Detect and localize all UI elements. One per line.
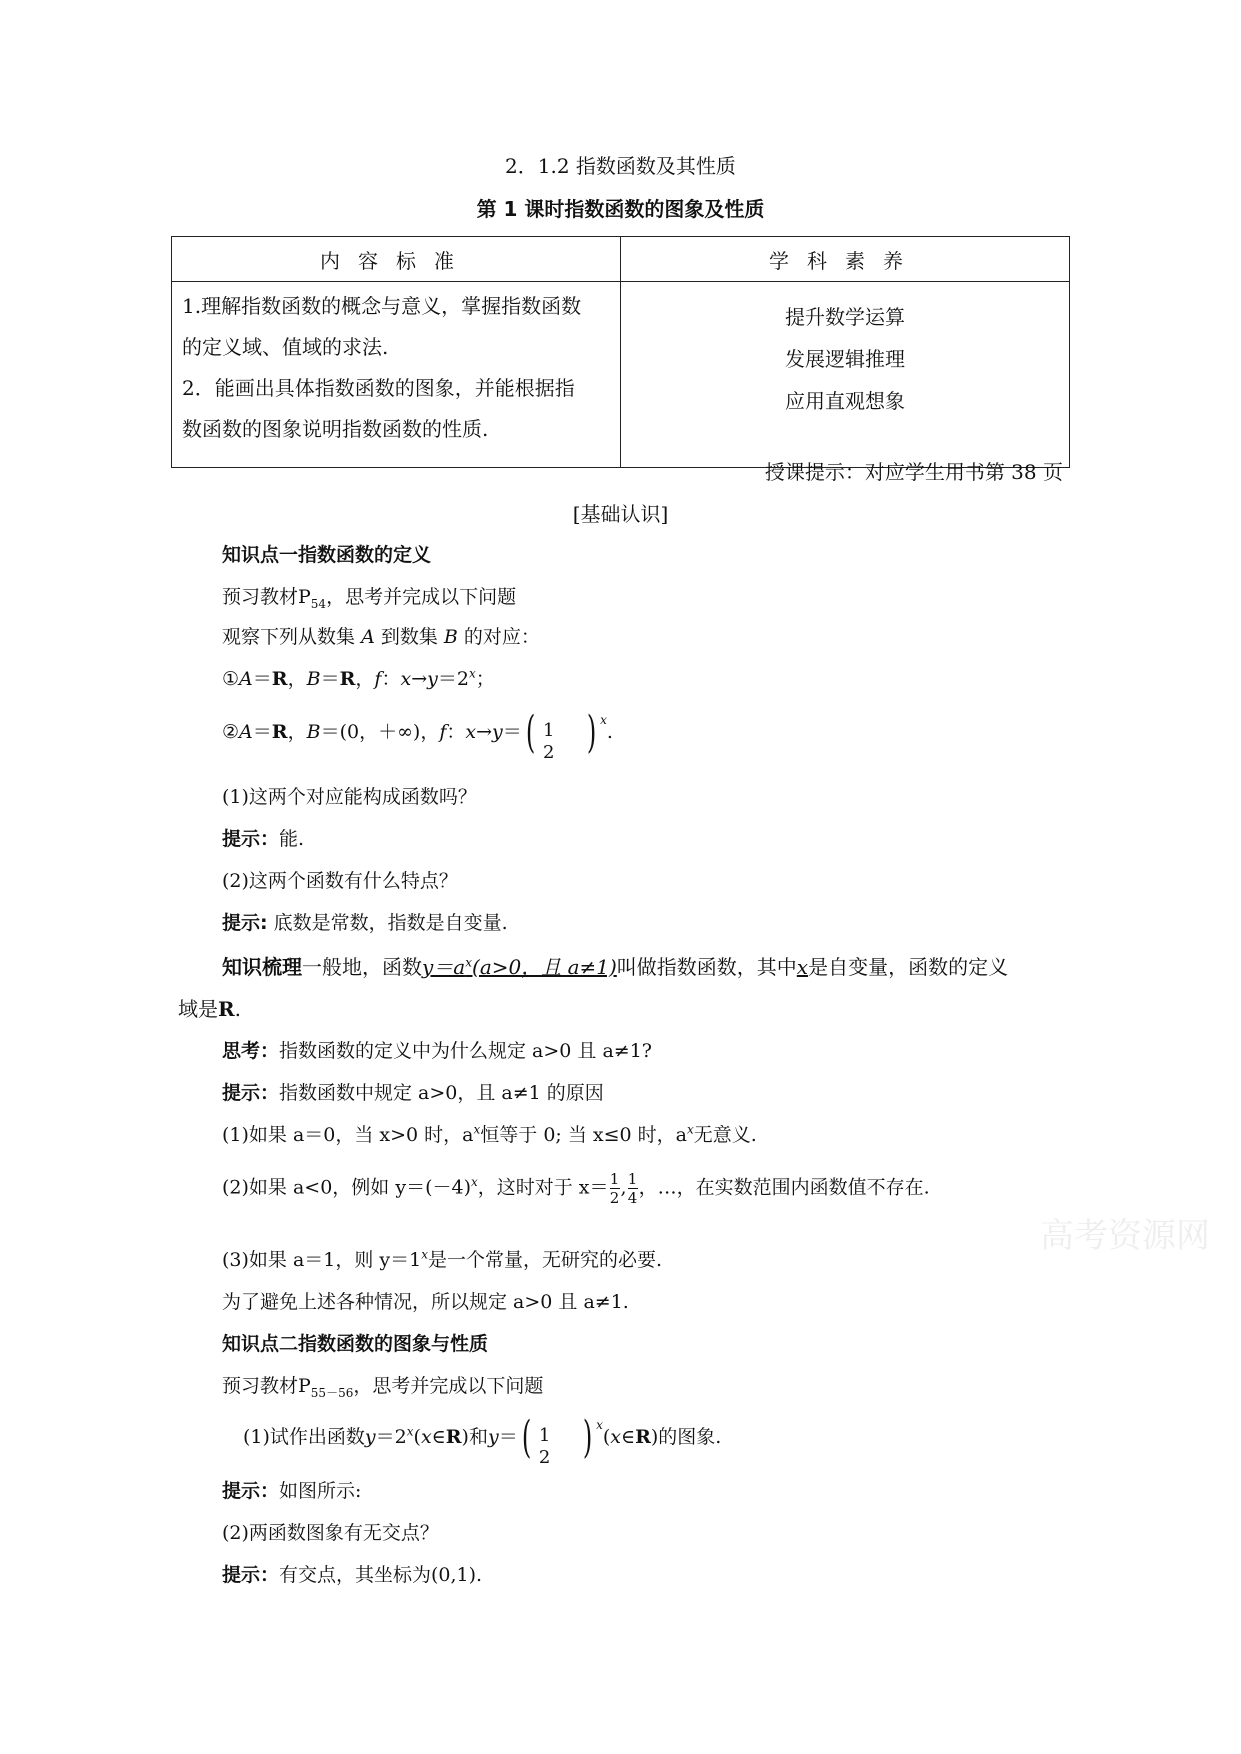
summary-text: 叫做指数函数，其中 bbox=[616, 955, 797, 979]
left-paren-icon: ( bbox=[525, 707, 536, 758]
math-set: R bbox=[635, 1426, 651, 1448]
hint-label: 提示： bbox=[222, 1480, 280, 1502]
math-var: A bbox=[239, 721, 253, 743]
arrow-icon: → bbox=[476, 721, 493, 743]
watermark: 高考资源网 bbox=[1040, 1216, 1210, 1256]
math-var: y bbox=[487, 1426, 499, 1448]
hint-label: 提示： bbox=[222, 1564, 280, 1586]
preview-text: 预习教材P bbox=[222, 1375, 311, 1397]
reason-text: ，这时对于 x＝ bbox=[477, 1176, 609, 1199]
kp2-preview bbox=[222, 1371, 543, 1401]
math-op: ， bbox=[287, 721, 307, 743]
math-exp: x bbox=[686, 1122, 694, 1137]
hint-text: 有交点，其坐标为(0,1). bbox=[279, 1564, 483, 1586]
math-op: ； bbox=[475, 668, 495, 690]
kp1-item1 bbox=[222, 664, 495, 691]
math-set: R bbox=[271, 721, 288, 743]
table-head-content-standard: 内容标准 bbox=[172, 237, 621, 282]
literacy-item: 提升数学运算 bbox=[785, 305, 905, 329]
math-op: . bbox=[606, 721, 613, 743]
math-exp: x bbox=[421, 1247, 429, 1262]
math-var: B bbox=[306, 668, 321, 690]
standard-line: 2．能画出具体指数函数的图象，并能根据指 bbox=[182, 376, 575, 400]
item-number: ① bbox=[222, 668, 240, 690]
kp1-q2: (2)这两个函数有什么特点？ bbox=[222, 870, 458, 892]
kp1-a2 bbox=[222, 908, 508, 935]
content-standard-cell bbox=[172, 282, 621, 468]
set-b: B bbox=[443, 626, 458, 648]
fraction-half bbox=[610, 1171, 620, 1206]
question-text: )和 bbox=[461, 1426, 488, 1448]
hint-label: 提示: bbox=[222, 912, 268, 934]
kp1-a1 bbox=[222, 824, 304, 851]
math-var: A bbox=[239, 668, 253, 690]
math-var: y bbox=[492, 721, 503, 743]
lesson-title: 第 1 课时指数函数的图象及性质 bbox=[476, 197, 765, 221]
math-exp: x bbox=[600, 713, 607, 727]
preview-page-sub: 55－56 bbox=[310, 1385, 354, 1400]
table-head-subject-literacy: 学科素养 bbox=[621, 237, 1070, 282]
formula-cond: (a>0，且 a≠1) bbox=[472, 955, 617, 979]
kp1-think bbox=[222, 1036, 652, 1063]
math-op: ( bbox=[602, 1426, 611, 1448]
math-exp: x bbox=[470, 1175, 478, 1189]
math-op: ＝2 bbox=[375, 1426, 407, 1448]
item-number: ② bbox=[222, 721, 240, 743]
hint-label: 提示： bbox=[222, 828, 280, 850]
math-op: ＝(0，＋∞)， bbox=[320, 721, 440, 743]
kp1-reason2 bbox=[222, 1162, 930, 1207]
reason-text: ，…，在实数范围内函数值不存在. bbox=[638, 1176, 930, 1199]
kp1-reason3 bbox=[222, 1245, 662, 1272]
reason-text: 是一个常量，无研究的必要. bbox=[428, 1249, 663, 1271]
standard-line: 的定义域、值域的求法. bbox=[182, 335, 389, 359]
math-op: ∈ bbox=[620, 1426, 636, 1448]
math-set: R bbox=[218, 997, 235, 1021]
reason-text: (3)如果 a＝1，则 y＝1 bbox=[222, 1249, 422, 1271]
question-text: )的图象. bbox=[650, 1426, 722, 1448]
observe-text: 观察下列从数集 bbox=[222, 626, 356, 648]
fraction-half bbox=[539, 713, 557, 763]
preview-text: 预习教材P bbox=[222, 586, 311, 608]
summary-text: 域是 bbox=[178, 997, 218, 1021]
fraction-half bbox=[535, 1418, 553, 1468]
reason-text: 恒等于 0; 当 x≤0 时，a bbox=[480, 1124, 687, 1146]
math-op: ＝ bbox=[502, 721, 522, 743]
kp1-observe bbox=[222, 622, 540, 649]
think-text: 指数函数的定义中为什么规定 a>0 且 a≠1? bbox=[279, 1040, 652, 1062]
math-var: x bbox=[420, 1426, 432, 1448]
math-op: ： bbox=[381, 668, 401, 690]
math-exp: x bbox=[596, 1418, 603, 1432]
math-var: f bbox=[374, 668, 382, 690]
kp2-q2: (2)两函数图象有无交点？ bbox=[222, 1522, 439, 1544]
summary-text: 是自变量，函数的定义 bbox=[808, 955, 1009, 979]
numerator: 1 bbox=[538, 1425, 551, 1446]
kp2-q1 bbox=[243, 1405, 722, 1468]
math-set: R bbox=[445, 1426, 462, 1448]
math-var: x bbox=[465, 721, 477, 743]
math-var: y bbox=[427, 668, 438, 690]
hint-text: 指数函数中规定 a>0，且 a≠1 的原因 bbox=[279, 1082, 604, 1104]
summary-text: . bbox=[234, 997, 241, 1021]
math-var: B bbox=[306, 721, 321, 743]
kp1-summary-line2 bbox=[178, 993, 241, 1022]
kp1-reason1 bbox=[222, 1120, 757, 1147]
summary-formula bbox=[422, 955, 617, 979]
math-op: ， bbox=[355, 668, 375, 690]
math-op: ＝ bbox=[320, 668, 340, 690]
standards-table bbox=[171, 236, 1070, 468]
question-text: (1)试作出函数 bbox=[243, 1426, 365, 1448]
hint-text: 底数是常数，指数是自变量. bbox=[273, 912, 508, 934]
standard-line: 数函数的图象说明指数函数的性质. bbox=[182, 417, 489, 441]
kp2-title: 知识点二指数函数的图象与性质 bbox=[222, 1333, 489, 1355]
preview-text: ，思考并完成以下问题 bbox=[353, 1375, 544, 1397]
math-op: ， bbox=[287, 668, 307, 690]
reason-text: (2)如果 a<0，例如 y＝(－4) bbox=[222, 1176, 471, 1199]
summary-text: 一般地，函数 bbox=[302, 955, 422, 979]
kp1-hint bbox=[222, 1078, 604, 1105]
math-set: R bbox=[339, 668, 356, 690]
section-title: 2．1.2 指数函数及其性质 bbox=[505, 154, 736, 178]
kp1-item2 bbox=[222, 700, 613, 763]
kp1-conclusion: 为了避免上述各种情况，所以规定 a>0 且 a≠1. bbox=[222, 1291, 629, 1313]
denominator: 4 bbox=[627, 1188, 638, 1207]
standard-line: 1.理解指数函数的概念与意义，掌握指数函数 bbox=[182, 294, 582, 318]
right-paren-icon: ) bbox=[582, 1412, 593, 1463]
section-bracket: [基础认识] bbox=[572, 502, 669, 526]
literacy-item: 应用直观想象 bbox=[785, 389, 905, 413]
right-paren-icon: ) bbox=[586, 707, 597, 758]
math-set: R bbox=[271, 668, 288, 690]
summary-var: x bbox=[796, 955, 809, 979]
preview-page-sub: 54 bbox=[310, 596, 327, 611]
denominator: 2 bbox=[538, 1447, 551, 1468]
observe-text: 的对应： bbox=[463, 626, 540, 648]
math-op: ： bbox=[446, 721, 466, 743]
math-var: x bbox=[400, 668, 412, 690]
math-op: ( bbox=[413, 1426, 421, 1448]
preview-text: ，思考并完成以下问题 bbox=[326, 586, 517, 608]
math-op: ＝ bbox=[252, 668, 272, 690]
formula-base: y＝a bbox=[422, 955, 466, 979]
kp1-title: 知识点一指数函数的定义 bbox=[222, 544, 432, 566]
summary-label: 知识梳理 bbox=[222, 955, 302, 979]
literacy-item: 发展逻辑推理 bbox=[785, 347, 905, 371]
math-var: x bbox=[610, 1426, 621, 1448]
reason-text: 无意义. bbox=[693, 1124, 757, 1146]
math-var: f bbox=[439, 721, 447, 743]
hint-label: 提示： bbox=[222, 1082, 280, 1104]
math-exp: x bbox=[468, 666, 476, 681]
left-paren-icon: ( bbox=[521, 1412, 532, 1463]
kp2-a1 bbox=[222, 1476, 361, 1503]
kp2-a2 bbox=[222, 1560, 482, 1587]
numerator: 1 bbox=[609, 1169, 620, 1188]
math-var: y bbox=[364, 1426, 376, 1448]
set-a: A bbox=[361, 626, 375, 648]
think-label: 思考： bbox=[222, 1040, 280, 1062]
fraction-quarter bbox=[628, 1171, 638, 1206]
math-op: ＝2 bbox=[437, 668, 469, 690]
kp1-preview bbox=[222, 582, 516, 611]
denominator: 2 bbox=[542, 742, 555, 763]
math-op: , bbox=[620, 1176, 627, 1199]
observe-text: 到数集 bbox=[380, 626, 438, 648]
math-exp: x bbox=[473, 1122, 481, 1137]
hint-text: 能. bbox=[279, 828, 305, 850]
teach-hint: 授课提示：对应学生用书第 38 页 bbox=[764, 460, 1063, 484]
kp1-q1: (1)这两个对应能构成函数吗？ bbox=[222, 786, 477, 808]
math-op: ＝ bbox=[252, 721, 272, 743]
literacy-cell bbox=[621, 282, 1070, 468]
hint-text: 如图所示: bbox=[279, 1480, 362, 1502]
formula-exp: x bbox=[465, 955, 473, 970]
denominator: 2 bbox=[609, 1188, 620, 1207]
numerator: 1 bbox=[627, 1169, 638, 1188]
math-op: ＝ bbox=[498, 1426, 518, 1448]
kp1-summary bbox=[222, 951, 1008, 980]
numerator: 1 bbox=[542, 720, 555, 741]
math-exp: x bbox=[406, 1424, 414, 1439]
math-op: ∈ bbox=[431, 1426, 446, 1448]
reason-text: (1)如果 a＝0，当 x>0 时，a bbox=[222, 1124, 474, 1146]
arrow-icon: → bbox=[411, 668, 428, 690]
